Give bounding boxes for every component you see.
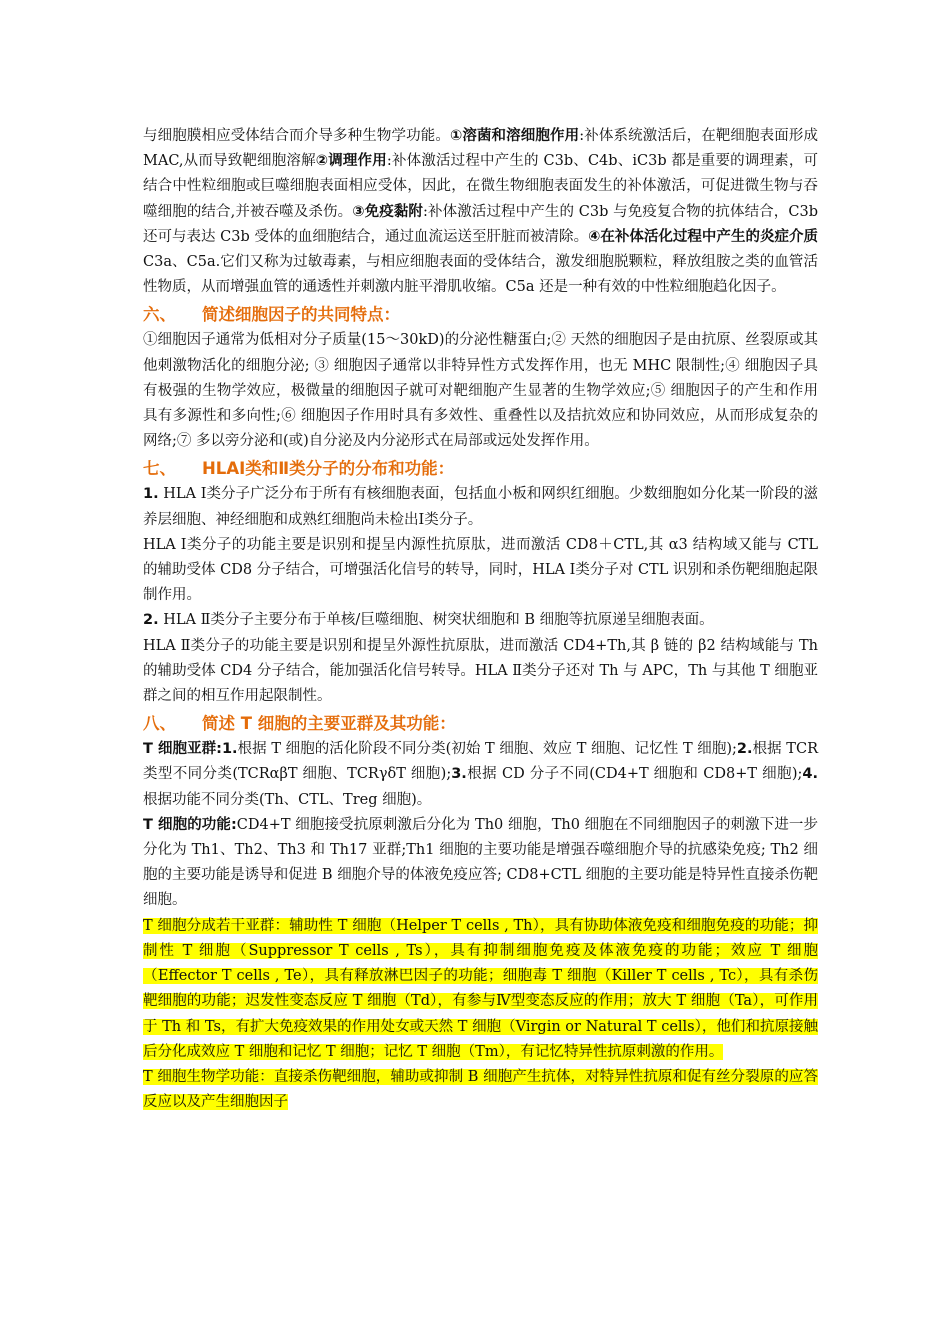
text-run: 根据 TCR 类型不同分类(TCRαβT 细胞、TCRγδT 细胞);	[143, 741, 818, 783]
section-8-heading	[143, 711, 818, 737]
section-8-para-functions	[143, 813, 818, 914]
text-run: HLA Ⅱ类分子主要分布于单核/巨噬细胞、树突状细胞和 B 细胞等抗原递呈细胞表面。	[158, 612, 714, 629]
text-run: 根据功能不同分类(Th、CTL、Treg 细胞)。	[143, 791, 432, 808]
bold-term-immune-adherence: ③免疫黏附	[352, 203, 424, 220]
section-title: 简述 T 细胞的主要亚群及其功能：	[202, 714, 456, 734]
bold-term-opsonization: ②调理作用	[315, 153, 387, 170]
bold-term-inflammatory-mediators: ④在补体活化过程中产生的炎症介质	[588, 228, 818, 245]
section-7-heading	[143, 456, 818, 482]
text-run: 根据 T 细胞的活化阶段不同分类(初始 T 细胞、效应 T 细胞、记忆性 T 细胞);	[237, 741, 737, 758]
section-title: 简述细胞因子的共同特点：	[202, 305, 400, 325]
text-run: :补体系统激活后，在靶细胞表面形成 MAC,从而导致靶细胞溶解	[143, 128, 819, 170]
item-number: 1.	[143, 486, 159, 503]
highlighted-paragraph-subsets	[143, 914, 818, 1065]
document-page	[143, 124, 818, 1115]
text-run: C3a、C5a.它们又称为过敏毒素，与相应细胞表面的受体结合，激发细胞脱颗粒，释放组胺之类的血管活性物质，从而增强血管的通透性并刺激内脏平滑肌收缩。C5a 还是一种有效的中性粒细胞趋化因子。	[143, 254, 818, 296]
text-run: :补体激活过程中产生的 C3b 与免疫复合物的抗体结合，C3b 还可与表达 C3b 受体的血细胞结合，通过血流运送至肝脏而被清除。	[143, 203, 819, 245]
text-run: :补体激活过程中产生的 C3b、C4b、iC3b 都是重要的调理素，可结合中性粒细胞或巨噬细胞表面相应受体，因此，在微生物细胞表面发生的补体激活，可促进微生物与吞噬细胞的结合,并被吞噬及杀伤。	[143, 153, 818, 220]
item-number: 4.	[802, 766, 818, 783]
item-number: 2.	[143, 612, 159, 629]
text-run: HLA Ⅰ类分子广泛分布于所有有核细胞表面，包括血小板和网织红细胞。少数细胞如分化某一阶段的滋养层细胞、神经细胞和成熟红细胞尚未检出Ⅰ类分子。	[143, 486, 818, 528]
section-title: HLAⅠ类和Ⅱ类分子的分布和功能：	[202, 459, 455, 479]
section-7-para-1	[143, 482, 818, 532]
section-7-para-3	[143, 608, 818, 633]
highlighted-text: T 细胞生物学功能：直接杀伤靶细胞，辅助或抑制 B 细胞产生抗体，对特异性抗原和促有丝分裂原的应答反应以及产生细胞因子	[143, 1068, 818, 1111]
highlighted-text: T 细胞分成若干亚群：辅助性 T 细胞（Helper T cells , Th），具有协助体液免疫和细胞免疫的功能；抑制性 T 细胞（Suppressor T cells , Ts），具有抑制细胞免疫及体液免疫的功能；效应 T 细胞（Effector T cells , Te），具有释放淋巴因子的功能；细胞毒 T 细胞（Killer T cells , Tc），具有杀伤靶细胞的功能；迟发性变态反应 T 细胞（Td），有参与Ⅳ型变态反应的作用；放大 T 细胞（Ta），可作用于 Th 和 Ts，有扩大免疫效果的作用处女或天然 T 细胞（Virgin or Natural T cells），他们和抗原接触后分化成效应 T 细胞和记忆 T 细胞；记忆 T 细胞（Tm），有记忆特异性抗原刺激的作用。	[143, 917, 818, 1060]
text-run: CD4+T 细胞接受抗原刺激后分化为 Th0 细胞，Th0 细胞在不同细胞因子的刺激下进一步分化为 Th1、Th2、Th3 和 Th17 亚群;Th1 细胞的主要功能是增强吞噬细胞介导的抗感染免疫; Th2 细胞的主要功能是诱导和促进 B 细胞介导的体液免疫应答; CD8+CTL 细胞的主要功能是特异性直接杀伤靶细胞。	[143, 816, 818, 909]
item-number: 3.	[451, 766, 467, 783]
bold-term-t-cell-subsets: T 细胞亚群:	[143, 741, 222, 758]
section-number: 六、	[143, 305, 176, 325]
section-6-body: ①细胞因子通常为低相对分子质量(15～30kD)的分泌性糖蛋白;② 天然的细胞因子是由抗原、丝裂原或其他刺激物活化的细胞分泌; ③ 细胞因子通常以非特异性方式发挥作用，也无 MHC 限制性;④ 细胞因子具有极强的生物学效应，极微量的细胞因子就可对靶细胞产生显著的生物学效应;⑤ 细胞因子的产生和作用具有多源性和多向性;⑥ 细胞因子作用时具有多效性、重叠性以及拮抗效应和协同效应，从而形成复杂的网络;⑦ 多以旁分泌和(或)自分泌及内分泌形式在局部或远处发挥作用。	[143, 332, 818, 450]
bold-term-lysis: ①溶菌和溶细胞作用	[449, 128, 580, 144]
complement-functions-paragraph	[143, 124, 818, 300]
section-number: 七、	[143, 459, 176, 479]
bold-term-t-cell-function: T 细胞的功能:	[143, 816, 237, 833]
section-7-para-2: HLA Ⅰ类分子的功能主要是识别和提呈内源性抗原肽，进而激活 CD8＋CTL,其 α3 结构域又能与 CTL 的辅助受体 CD8 分子结合，可增强活化信号的转导，同时，HLA Ⅰ类分子对 CTL 识别和杀伤靶细胞起限制作用。	[143, 536, 818, 604]
highlighted-paragraph-biology	[143, 1065, 818, 1115]
section-6-heading	[143, 302, 818, 328]
item-number: 1.	[221, 741, 238, 758]
section-7-para-4: HLA Ⅱ类分子的功能主要是识别和提呈外源性抗原肽，进而激活 CD4+Th,其 β 链的 β2 结构域能与 Th 的辅助受体 CD4 分子结合，能加强活化信号转导。HLA Ⅱ类分子还对 Th 与 APC，Th 与其他 T 细胞亚群之间的相互作用起限制性。	[143, 637, 818, 705]
item-number: 2.	[736, 741, 753, 758]
text-run: 与细胞膜相应受体结合而介导多种生物学功能。	[143, 128, 450, 144]
text-run: 根据 CD 分子不同(CD4+T 细胞和 CD8+T 细胞);	[466, 766, 803, 783]
section-number: 八、	[143, 714, 176, 734]
section-8-para-subsets	[143, 737, 818, 813]
